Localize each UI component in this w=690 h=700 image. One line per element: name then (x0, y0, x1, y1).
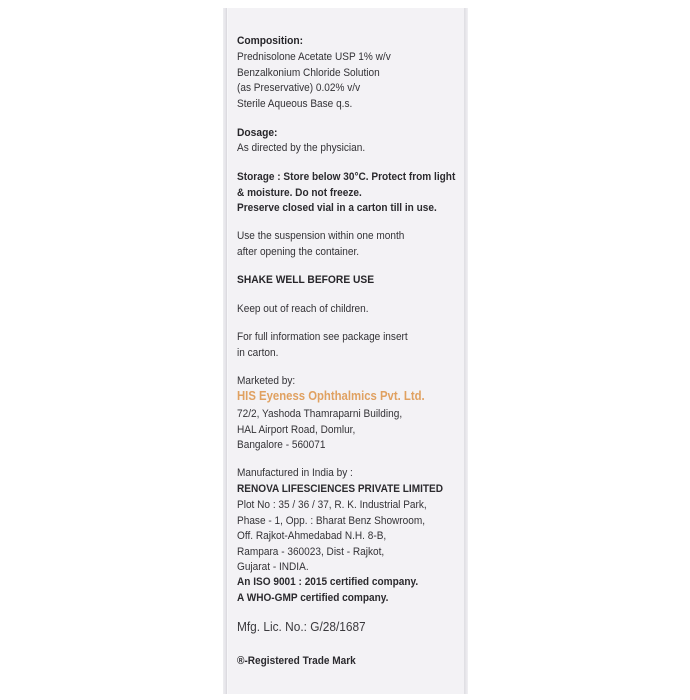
storage-line: Preserve closed vial in a carton till in use. (237, 202, 437, 215)
marketer-name: HIS Eyeness Ophthalmics Pvt. Ltd. (237, 389, 425, 403)
manufacturer-address-line: Gujarat - INDIA. (237, 561, 309, 574)
full-info-line: For full information see package insert (237, 331, 408, 343)
marketer-address-line: 72/2, Yashoda Thamraparni Building, (237, 408, 403, 420)
composition-line: (as Preservative) 0.02% v/v (237, 82, 361, 95)
children-warning: Keep out of reach of children. (237, 303, 369, 315)
storage-line: & moisture. Do not freeze. (237, 186, 362, 199)
manufacturer-address-line: Off. Rajkot-Ahmedabad N.H. 8-B, (237, 530, 387, 543)
manufacturer-address-line: Rampara - 360023, Dist - Rajkot, (237, 545, 385, 558)
usage-block (237, 229, 404, 260)
storage-line: Storage : Store below 30°C. Protect from light (237, 171, 456, 183)
dosage-text: As directed by the physician. (237, 142, 366, 154)
manufacturer-address-line: Plot No : 35 / 36 / 37, R. K. Industrial Park, (237, 499, 427, 511)
composition-line: Sterile Aqueous Base q.s. (237, 97, 353, 110)
marketer-address-line: Bangalore - 560071 (237, 439, 326, 452)
storage-block (237, 170, 455, 217)
composition-line: Benzalkonium Chloride Solution (237, 66, 380, 79)
manufacturer-name: RENOVA LIFESCIENCES PRIVATE LIMITED (237, 483, 444, 495)
usage-line: Use the suspension within one month (237, 230, 405, 242)
full-info-block (237, 330, 408, 361)
composition-list (237, 50, 391, 112)
composition-heading: Composition: (237, 35, 304, 47)
certification-line: A WHO-GMP certified company. (237, 591, 389, 604)
certifications (237, 575, 418, 606)
marketer-address (237, 407, 402, 454)
certification-line: An ISO 9001 : 2015 certified company. (237, 576, 419, 588)
carton-fold-right (464, 8, 468, 694)
manufactured-by-label: Manufactured in India by : (237, 467, 353, 479)
trademark-note: ®-Registered Trade Mark (237, 655, 356, 667)
dosage-heading: Dosage: (237, 127, 278, 139)
manufacturer-address (237, 498, 427, 576)
mfg-license-number: Mfg. Lic. No.: G/28/1687 (237, 619, 366, 634)
usage-line: after opening the container. (237, 245, 360, 258)
full-info-line: in carton. (237, 346, 279, 359)
shake-warning: SHAKE WELL BEFORE USE (237, 274, 375, 286)
marketer-address-line: HAL Airport Road, Domlur, (237, 423, 356, 436)
manufacturer-address-line: Phase - 1, Opp. : Bharat Benz Showroom, (237, 514, 426, 527)
marketed-by-label: Marketed by: (237, 375, 296, 387)
composition-line: Prednisolone Acetate USP 1% w/v (237, 51, 391, 63)
